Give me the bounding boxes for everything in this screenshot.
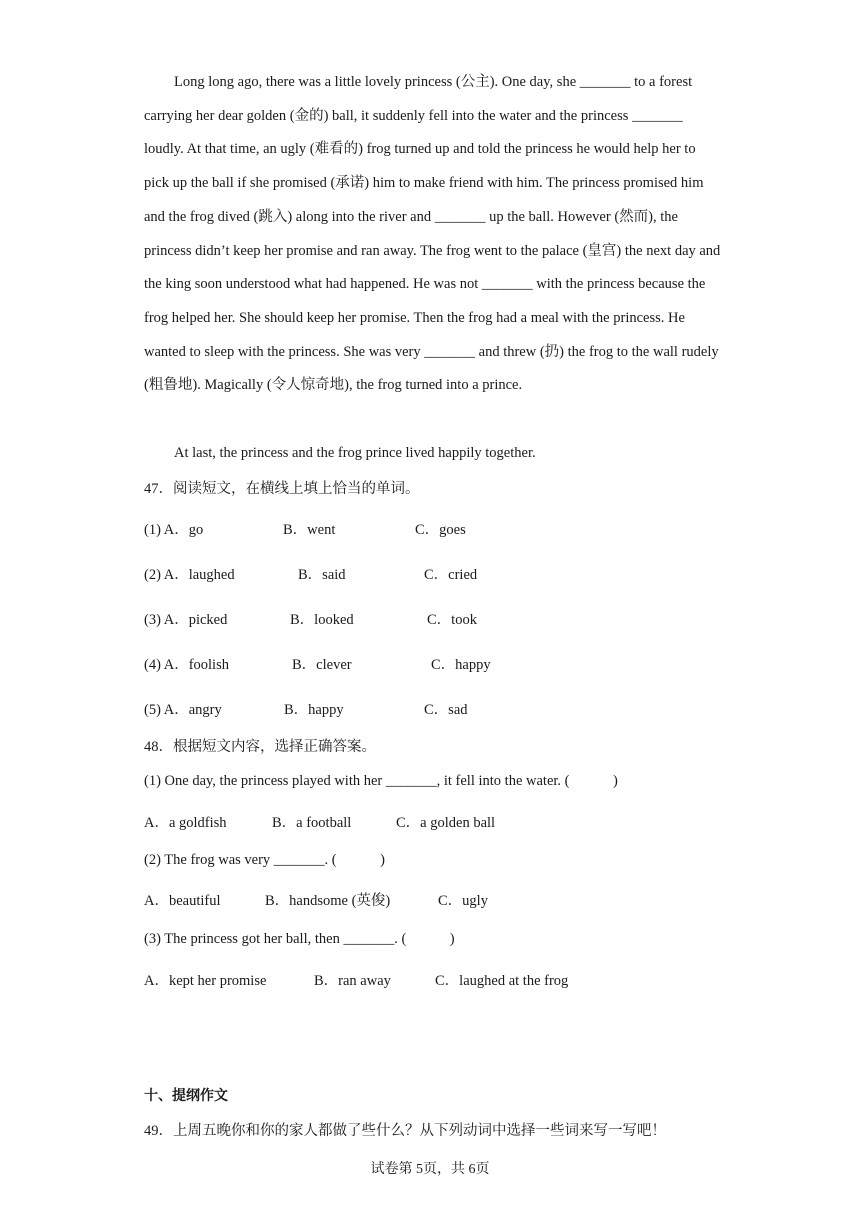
q47-1-a[interactable]: (1) A．go [144,522,204,538]
section-10-title: 十、提纲作文 [144,1088,228,1104]
q47-5-b[interactable]: B．happy [284,702,344,718]
q48-2-b[interactable]: B．handsome (英俊) [265,893,391,909]
q48-prompt: 48．根据短文内容，选择正确答案。 [144,739,376,755]
q47-2-a[interactable]: (2) A．laughed [144,567,235,583]
q48-1-b[interactable]: B．a football [272,815,352,831]
q47-2-c[interactable]: C．cried [424,567,478,583]
q47-4-c[interactable]: C．happy [431,657,491,673]
q47-4-a[interactable]: (4) A．foolish [144,657,229,673]
q49-prompt: 49．上周五晚你和你的家人都做了些什么？从下列动词中选择一些词来写一写吧！ [144,1123,666,1139]
q48-2-stem: (2) The frog was very _______. ( ) [144,852,385,868]
passage-paragraph-1: Long long ago, there was a little lovely princess (公主). One day, she _______ to a forest carrying her dear golden (金的) ball, it suddenly fell into the water and the princess _______ loudly. At that time, an ugly (难看的) frog turned up and told the princess he would help her to pick up the ball if she promised (承诺) him to make friend with him. The princess promised him and the frog dived (跳入) along into the river and _______ up the ball. However (然而), the princess didn’t keep her promise and ran away. The frog went to the palace (皇宫) the next day and the king soon understood what had happened. He was not _______ with the princess because the frog helped her. She should keep her promise. Then the frog had a meal with the princess. He wanted to sleep with the princess. She was very _______ and threw (扔) the frog to the wall rudely (粗鲁地). Magically (令人惊奇地), the frog turned into a prince. [144,74,721,394]
q48-2-a[interactable]: A．beautiful [144,893,221,909]
passage-paragraph-2: At last, the princess and the frog prince lived happily together. [174,445,536,461]
q48-3-c[interactable]: C．laughed at the frog [435,973,569,989]
q48-1-c[interactable]: C．a golden ball [396,815,496,831]
q48-2-c[interactable]: C．ugly [438,893,488,909]
q47-5-a[interactable]: (5) A．angry [144,702,222,718]
q47-1-c[interactable]: C．goes [415,522,466,538]
q47-3-c[interactable]: C．took [427,612,477,628]
q47-5-c[interactable]: C．sad [424,702,468,718]
q48-1-a[interactable]: A．a goldfish [144,815,227,831]
q47-1-b[interactable]: B．went [283,522,336,538]
q47-4-b[interactable]: B．clever [292,657,352,673]
q47-2-b[interactable]: B．said [298,567,346,583]
q47-3-a[interactable]: (3) A．picked [144,612,228,628]
q48-3-b[interactable]: B．ran away [314,973,391,989]
page-footer: 试卷第 5页，共 6页 [370,1162,490,1177]
q47-prompt: 47．阅读短文，在横线上填上恰当的单词。 [144,481,420,497]
q48-1-stem: (1) One day, the princess played with her _______, it fell into the water. ( ) [144,773,618,789]
q47-3-b[interactable]: B．looked [290,612,354,628]
q48-3-a[interactable]: A．kept her promise [144,973,267,989]
q48-3-stem: (3) The princess got her ball, then _______. ( ) [144,931,455,947]
